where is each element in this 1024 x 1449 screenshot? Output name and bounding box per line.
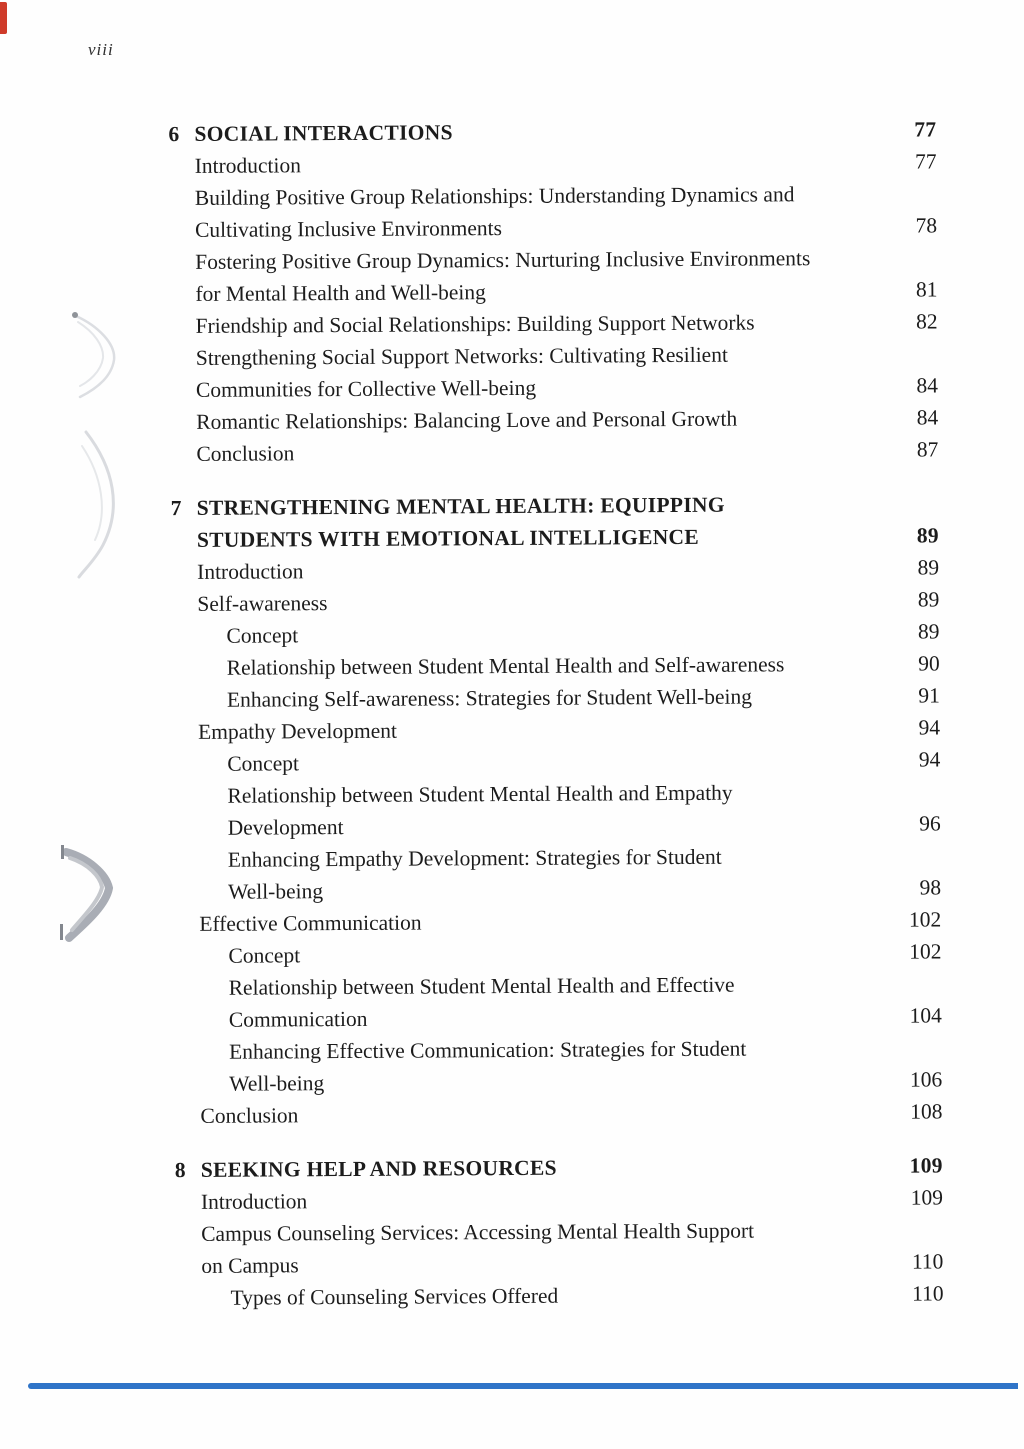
entry-text: Cultivating Inclusive Environments: [194, 216, 503, 242]
entry-text: Well-being: [229, 1071, 325, 1096]
toc-chapter: [0, 113, 1022, 471]
entry-text: Concept: [227, 751, 300, 776]
toc-chapter: [0, 487, 1024, 1133]
chapter-number: 8: [174, 1158, 186, 1183]
entry-page-number: 84: [916, 373, 939, 398]
entry-page-number: 77: [915, 149, 937, 174]
entry-page-number: 89: [916, 523, 939, 548]
entry-page-number: 98: [919, 875, 942, 900]
entry-text: Types of Counseling Services Offered: [230, 1283, 559, 1310]
entry-text: Concept: [228, 943, 301, 968]
entry-page-number: 109: [910, 1185, 944, 1210]
entry-text: Strengthening Social Support Networks: Cultivating Resilient: [195, 342, 728, 370]
entry-text: Fostering Positive Group Dynamics: Nurturing Inclusive Environments: [195, 246, 811, 274]
entry-page-number: 82: [916, 309, 938, 334]
entry-text: Campus Counseling Services: Accessing Mental Health Support: [201, 1218, 755, 1246]
entry-page-number: 77: [914, 117, 937, 142]
entry-page-number: 94: [918, 715, 941, 740]
entry-page-number: 110: [912, 1281, 944, 1306]
entry-text: Relationship between Student Mental Health and Effective: [228, 972, 735, 1000]
entry-page-number: 81: [915, 277, 938, 302]
entry-text: on Campus: [201, 1253, 299, 1278]
entry-text: Romantic Relationships: Balancing Love and Personal Growth: [196, 406, 738, 434]
entry-page-number: 84: [916, 405, 939, 430]
entry-text: Effective Communication: [199, 910, 422, 936]
entry-text: for Mental Health and Well-being: [195, 280, 486, 306]
entry-page-number: 89: [917, 587, 940, 612]
toc-chapter: [3, 1149, 1024, 1315]
entry-page-number: 90: [918, 651, 940, 676]
entry-page-number: 94: [918, 747, 941, 772]
entry-page-number: 96: [919, 811, 941, 836]
entry-text: Communication: [228, 1006, 368, 1032]
entry-page-number: 110: [911, 1249, 944, 1274]
scan-artifact-blue-stripe: [28, 1383, 1018, 1389]
chapter-title-text: STRENGTHENING MENTAL HEALTH: EQUIPPING: [196, 492, 725, 520]
entry-page-number: 108: [910, 1099, 943, 1124]
entry-page-number: 102: [908, 907, 942, 932]
entry-page-number: 106: [909, 1067, 943, 1092]
entry-page-number: 89: [917, 555, 940, 580]
entry-text: Enhancing Empathy Development: Strategies for Student: [227, 844, 722, 872]
toc-entry-row: [3, 1277, 1024, 1315]
toc-entry-row: [2, 1095, 1024, 1133]
page-folio: viii: [88, 40, 114, 59]
entry-text: Development: [227, 815, 344, 840]
entry-page-number: 89: [917, 619, 940, 644]
entry-page-number: 91: [918, 683, 940, 708]
chapter-title-text: SOCIAL INTERACTIONS: [194, 120, 453, 146]
entry-text: Conclusion: [200, 1103, 299, 1128]
entry-text: Conclusion: [196, 441, 295, 466]
entry-page-number: 104: [909, 1003, 942, 1028]
entry-text: Relationship between Student Mental Health and Self-awareness: [226, 652, 785, 680]
entry-text: Introduction: [197, 559, 304, 584]
toc-entry-row: [0, 433, 1022, 471]
entry-text: Introduction: [194, 153, 302, 178]
entry-text: Self-awareness: [197, 591, 328, 616]
entry-text: Empathy Development: [198, 718, 398, 744]
entry-page-number: 78: [915, 213, 938, 238]
entry-page-number: 102: [909, 939, 942, 964]
entry-text: Communities for Collective Well-being: [195, 375, 537, 402]
entry-text: Introduction: [200, 1189, 308, 1214]
entry-text: Building Positive Group Relationships: Understanding Dynamics and: [194, 182, 795, 210]
chapter-number: 7: [170, 496, 182, 521]
entry-text: Concept: [226, 623, 299, 648]
entry-text: Enhancing Effective Communication: Strategies for Student: [228, 1036, 747, 1064]
entry-text: Relationship between Student Mental Health and Empathy: [227, 780, 733, 808]
table-of-contents: [0, 113, 1024, 1315]
chapter-number: 6: [168, 122, 180, 147]
chapter-title-text: SEEKING HELP AND RESOURCES: [200, 1155, 557, 1182]
chapter-title-text: STUDENTS WITH EMOTIONAL INTELLIGENCE: [196, 524, 700, 552]
scan-artifact-red-stripe: [0, 2, 7, 34]
entry-text: Well-being: [228, 879, 324, 904]
entry-text: Enhancing Self-awareness: Strategies for Student Well-being: [226, 684, 753, 712]
entry-text: Friendship and Social Relationships: Building Support Networks: [195, 310, 755, 338]
entry-page-number: 87: [916, 437, 939, 462]
entry-page-number: 109: [909, 1153, 943, 1178]
